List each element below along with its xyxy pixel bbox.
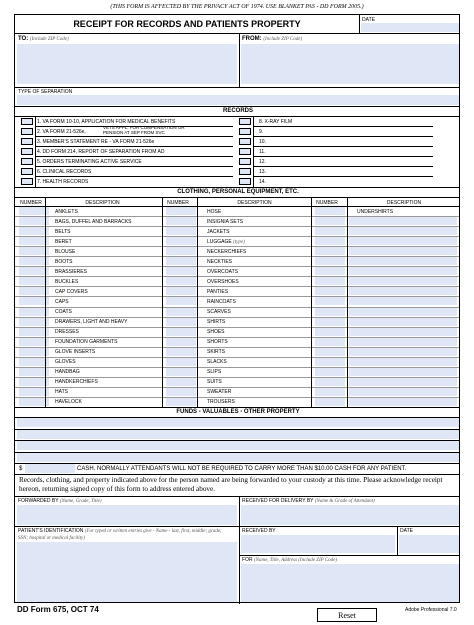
clothing-item-label: PANTIES xyxy=(207,288,229,295)
record-checkbox[interactable] xyxy=(239,168,251,175)
form-title: RECEIPT FOR RECORDS AND PATIENTS PROPERTY xyxy=(73,19,301,29)
clothing-item-label: NECKTIES xyxy=(207,258,233,265)
clothing-number-field[interactable] xyxy=(315,358,345,366)
clothing-item-label: SHOES xyxy=(207,329,225,336)
clothing-item-label: INSIGNIA SETS xyxy=(207,218,244,225)
record-checkbox[interactable] xyxy=(239,178,251,185)
cash-note: CASH. NORMALLY ATTENDANTS WILL NOT BE REQUIRED TO CARRY MORE THAN $10.00 CASH FOR ANY PATIENT. xyxy=(77,466,407,472)
received-date-field[interactable] xyxy=(399,535,459,553)
record-label: 3. MEMBER'S STATEMENT RE - VA FORM 21-526e xyxy=(37,138,155,145)
clothing-number-field[interactable] xyxy=(315,318,345,326)
clothing-number-field[interactable] xyxy=(315,297,345,305)
clothing-number-field[interactable] xyxy=(315,217,345,225)
funds-header: FUNDS - VALUABLES - OTHER PROPERTY xyxy=(176,409,300,415)
privacy-notice: (THIS FORM IS AFFECTED BY THE PRIVACY ACT OF 1974. USE BLANKET PAS - DD FORM 2005.) xyxy=(110,4,364,10)
received-by-label: RECEIVED BY xyxy=(242,528,276,534)
record-checkbox[interactable] xyxy=(239,148,251,155)
received-date-label: DATE xyxy=(400,528,413,534)
clothing-number-field[interactable] xyxy=(315,257,345,265)
clothing-number-field[interactable] xyxy=(315,338,345,346)
clothing-item-label: SWEATER xyxy=(207,389,232,396)
patient-id-label: PATIENT'S IDENTIFICATION (For typed or written entries give - Name - last, first, middle; grade; SSN; hospital or medical facility) xyxy=(18,528,222,541)
clothing-number-field[interactable] xyxy=(315,227,345,235)
clothing-item-label: HAVELOCK xyxy=(55,399,82,406)
clothing-number-field[interactable] xyxy=(315,398,345,406)
record-label: 14. xyxy=(259,178,266,185)
for-address-field[interactable] xyxy=(241,564,459,602)
clothing-item-label: BELTS xyxy=(55,228,71,235)
clothing-item-label: BOOTS xyxy=(55,258,73,265)
clothing-number-field[interactable] xyxy=(166,358,196,366)
records-header: RECORDS xyxy=(222,108,253,114)
cash-amount-field[interactable] xyxy=(25,464,75,473)
clothing-number-field[interactable] xyxy=(166,267,196,275)
form-id: DD Form 675, OCT 74 xyxy=(17,605,99,614)
clothing-item-label: UNDERSHIRTS xyxy=(357,208,394,215)
funds-line-field[interactable] xyxy=(17,441,459,450)
clothing-description-field[interactable] xyxy=(349,308,457,316)
clothing-description-field[interactable] xyxy=(349,287,457,295)
clothing-description-field[interactable] xyxy=(349,257,457,265)
clothing-item-label: SHIRTS xyxy=(207,319,226,326)
clothing-number-field[interactable] xyxy=(166,368,196,376)
number-column-header: NUMBER xyxy=(316,200,338,206)
clothing-item-label: OVERSHOES xyxy=(207,278,239,285)
clothing-number-field[interactable] xyxy=(166,328,196,336)
clothing-header: CLOTHING, PERSONAL EQUIPMENT, ETC. xyxy=(177,189,299,195)
clothing-item-label: BERET xyxy=(55,238,72,245)
clothing-description-field[interactable] xyxy=(349,267,457,275)
clothing-description-field[interactable] xyxy=(349,368,457,376)
clothing-item-label: CAPS xyxy=(55,298,69,305)
patient-id-field[interactable] xyxy=(17,542,237,602)
for-label: FOR (Name, Title, Address (Include ZIP Code) xyxy=(242,557,338,563)
clothing-number-field[interactable] xyxy=(166,348,196,356)
software-label: Adobe Professional 7.0 xyxy=(405,607,457,613)
from-address-field[interactable] xyxy=(241,44,459,84)
clothing-item-label: HANDBAG xyxy=(55,369,80,376)
clothing-number-field[interactable] xyxy=(166,297,196,305)
record-checkbox[interactable] xyxy=(21,178,33,185)
number-column-header: NUMBER xyxy=(167,200,189,206)
clothing-number-field[interactable] xyxy=(315,378,345,386)
clothing-number-field[interactable] xyxy=(166,257,196,265)
clothing-item-label: DRAWERS, LIGHT AND HEAVY xyxy=(55,319,128,326)
clothing-item-label: HATS xyxy=(55,389,68,396)
clothing-number-field[interactable] xyxy=(315,287,345,295)
cash-symbol: $ xyxy=(19,466,23,472)
clothing-item-label: BRASSIERES xyxy=(55,268,87,275)
clothing-number-field[interactable] xyxy=(315,388,345,396)
record-label: 10. xyxy=(259,138,266,145)
clothing-item-label: FOUNDATION GARMENTS xyxy=(55,339,118,346)
clothing-description-field[interactable] xyxy=(349,227,457,235)
record-label: 9. xyxy=(259,128,264,135)
received-delivery-field[interactable] xyxy=(241,505,459,525)
clothing-description-field[interactable] xyxy=(349,348,457,356)
record-checkbox[interactable] xyxy=(239,158,251,165)
clothing-number-field[interactable] xyxy=(166,338,196,346)
clothing-item-label: OVERCOATS xyxy=(207,268,239,275)
record-checkbox[interactable] xyxy=(21,118,33,125)
record-label: 5. ORDERS TERMINATING ACTIVE SERVICE xyxy=(37,158,142,165)
record-2-detail: VETS APPL. FOR COMPENSATION OR PENSION AT SEP FROM SVC xyxy=(103,125,185,135)
clothing-item-label: GLOVE INSERTS xyxy=(55,349,96,356)
clothing-description-field[interactable] xyxy=(349,247,457,255)
date-label: DATE xyxy=(362,17,375,23)
acknowledgement-statement: Records, clothing, and property indicated above for the person named are being forwarded to your custody at this time. Please acknowledge receipt hereon, returning signed copy of this form to address entered above. xyxy=(19,476,443,493)
clothing-number-field[interactable] xyxy=(315,247,345,255)
clothing-description-field[interactable] xyxy=(349,358,457,366)
clothing-number-field[interactable] xyxy=(315,328,345,336)
reset-button[interactable]: Reset xyxy=(317,608,377,622)
clothing-number-field[interactable] xyxy=(315,207,345,215)
record-label: 2. VA FORM 21-526e, xyxy=(37,128,86,135)
record-label: 8. X-RAY FILM xyxy=(259,118,293,125)
clothing-item-label: BUCKLES xyxy=(55,278,79,285)
record-checkbox[interactable] xyxy=(239,128,251,135)
clothing-description-field[interactable] xyxy=(349,388,457,396)
clothing-item-label: NECKERCHIEFS xyxy=(207,248,247,255)
clothing-item-label: JACKETS xyxy=(207,228,230,235)
clothing-description-field[interactable] xyxy=(349,338,457,346)
clothing-item-label: HOSE xyxy=(207,208,222,215)
clothing-item-label: DRESSES xyxy=(55,329,79,336)
clothing-number-field[interactable] xyxy=(166,237,196,245)
description-column-header: DESCRIPTION xyxy=(386,200,422,206)
record-label: 1. VA FORM 10-10, APPLICATION FOR MEDICAL BENEFITS xyxy=(37,118,176,125)
record-checkbox[interactable] xyxy=(21,128,33,135)
clothing-item-label: RAINCOATS xyxy=(207,298,236,305)
clothing-item-label: HANDKERCHIEFS xyxy=(55,379,98,386)
clothing-number-field[interactable] xyxy=(166,277,196,285)
from-label: FROM: (Include ZIP Code) xyxy=(242,36,303,42)
clothing-item-label: TROUSERS xyxy=(207,399,235,406)
clothing-number-field[interactable] xyxy=(166,287,196,295)
clothing-description-field[interactable] xyxy=(349,217,457,225)
clothing-item-label: ANKLETS xyxy=(55,208,78,215)
record-label: 11. xyxy=(259,148,266,155)
clothing-item-label: SKIRTS xyxy=(207,349,225,356)
description-column-header: DESCRIPTION xyxy=(85,200,120,206)
clothing-number-field[interactable] xyxy=(166,388,196,396)
record-label: 6. CLINICAL RECORDS xyxy=(37,168,92,175)
forwarded-by-field[interactable] xyxy=(17,505,237,525)
clothing-number-field[interactable] xyxy=(315,267,345,275)
number-column-header: NUMBER xyxy=(20,200,42,206)
clothing-description-field[interactable] xyxy=(349,378,457,386)
clothing-description-field[interactable] xyxy=(349,318,457,326)
separation-label: TYPE OF SEPARATION xyxy=(18,89,73,95)
clothing-item-label: SLACKS xyxy=(207,359,227,366)
funds-line-field[interactable] xyxy=(17,418,459,427)
clothing-number-field[interactable] xyxy=(315,368,345,376)
clothing-number-field[interactable] xyxy=(166,247,196,255)
record-label: 13. xyxy=(259,168,266,175)
clothing-item-label: CAP COVERS xyxy=(55,288,88,295)
clothing-number-field[interactable] xyxy=(315,277,345,285)
clothing-item-label: LUGGAGE (type) xyxy=(207,238,245,245)
record-checkbox[interactable] xyxy=(21,148,33,155)
to-address-field[interactable] xyxy=(17,44,237,84)
clothing-description-field[interactable] xyxy=(349,237,457,245)
clothing-description-field[interactable] xyxy=(349,277,457,285)
received-delivery-label: RECEIVED FOR DELIVERY BY (Name & Grade of Attendant) xyxy=(242,498,375,504)
record-checkbox[interactable] xyxy=(239,118,251,125)
record-label: 7. HEALTH RECORDS xyxy=(37,178,89,185)
forwarded-label: FORWARDED BY (Name, Grade, Title) xyxy=(18,498,102,504)
clothing-number-field[interactable] xyxy=(315,348,345,356)
clothing-description-field[interactable] xyxy=(349,328,457,336)
description-column-header: DESCRIPTION xyxy=(237,200,272,206)
record-checkbox[interactable] xyxy=(21,138,33,145)
clothing-number-field[interactable] xyxy=(166,318,196,326)
luggage-type-hint: (type) xyxy=(233,239,245,245)
clothing-item-label: SLIPS xyxy=(207,369,222,376)
clothing-description-field[interactable] xyxy=(349,398,457,406)
clothing-number-field[interactable] xyxy=(315,237,345,245)
clothing-number-field[interactable] xyxy=(166,308,196,316)
received-by-field[interactable] xyxy=(241,535,395,553)
clothing-item-label: BAGS, DUFFEL AND BARRACKS xyxy=(55,218,132,225)
record-checkbox[interactable] xyxy=(239,138,251,145)
record-label: 4. DD FORM 214, REPORT OF SEPARATION FROM AD xyxy=(37,148,165,155)
clothing-item-label: SHORTS xyxy=(207,339,228,346)
record-checkbox[interactable] xyxy=(21,168,33,175)
funds-line-field[interactable] xyxy=(17,453,459,462)
clothing-item-label: SCARVES xyxy=(207,309,231,315)
clothing-number-field[interactable] xyxy=(166,207,196,215)
clothing-number-field[interactable] xyxy=(166,378,196,386)
clothing-description-field[interactable] xyxy=(349,297,457,305)
clothing-item-label: COATS xyxy=(55,309,72,315)
clothing-item-label: BLOUSE xyxy=(55,248,76,255)
separation-field[interactable] xyxy=(17,95,459,105)
clothing-number-field[interactable] xyxy=(166,398,196,406)
clothing-item-label: GLOVES xyxy=(55,359,76,366)
clothing-number-field[interactable] xyxy=(166,217,196,225)
record-label: 12. xyxy=(259,158,266,165)
clothing-number-field[interactable] xyxy=(315,308,345,316)
date-field[interactable] xyxy=(361,23,459,32)
clothing-number-field[interactable] xyxy=(166,227,196,235)
funds-line-field[interactable] xyxy=(17,430,459,439)
form-frame xyxy=(14,14,460,603)
clothing-item-label: SUITS xyxy=(207,379,222,386)
record-checkbox[interactable] xyxy=(21,158,33,165)
to-label: TO: (Include ZIP Code) xyxy=(18,36,69,42)
